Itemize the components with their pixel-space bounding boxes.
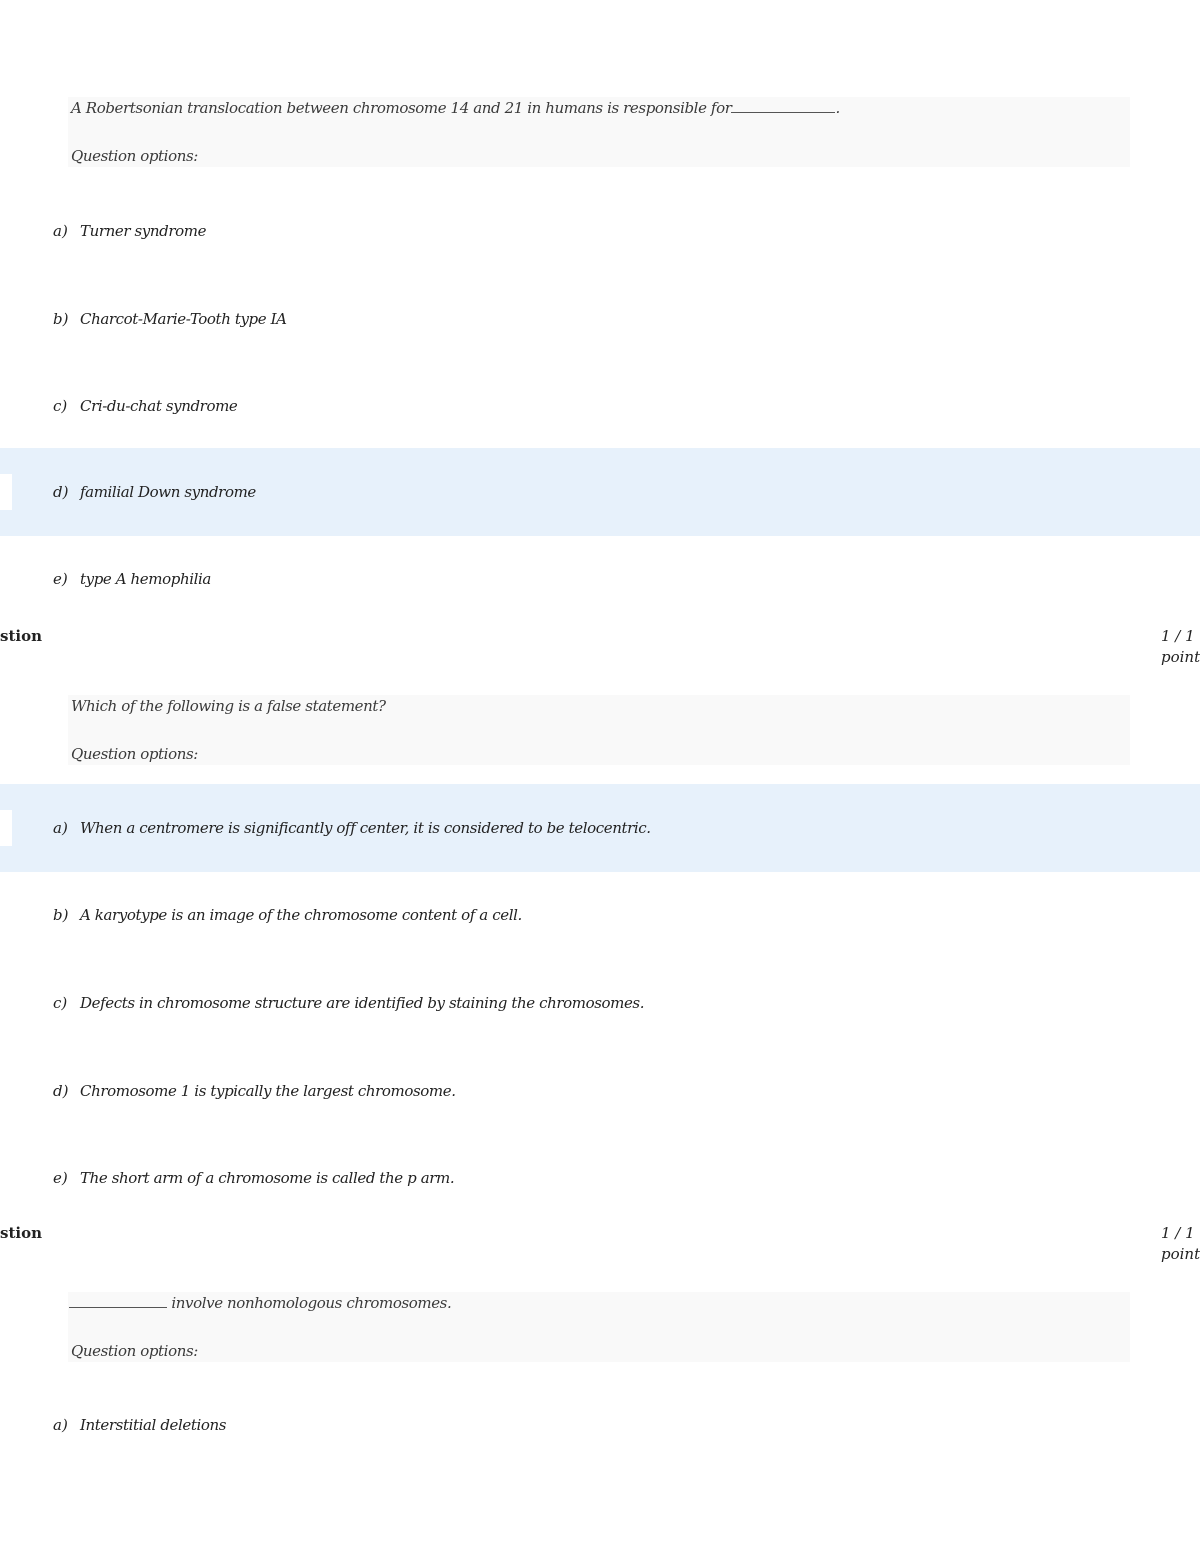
option-text: Interstitial deletions bbox=[80, 1416, 227, 1434]
answer-blank bbox=[731, 111, 835, 113]
option-text: Chromosome 1 is typically the largest chromosome. bbox=[80, 1082, 456, 1100]
option-a-selected[interactable]: a) When a centromere is significantly off center, it is considered to be telocentric. bbox=[0, 784, 1200, 872]
question-1-box bbox=[68, 97, 1130, 167]
question-options-label: Question options: bbox=[71, 1342, 198, 1360]
question-3-points: 1 / 1 point bbox=[1161, 1224, 1200, 1263]
question-2-header: stion bbox=[0, 627, 42, 645]
question-2-text: Which of the following is a false statement? bbox=[71, 697, 386, 715]
question-2-box bbox=[68, 695, 1130, 765]
option-a[interactable]: a) Interstitial deletions bbox=[53, 1416, 227, 1434]
option-text: A karyotype is an image of the chromosome content of a cell. bbox=[80, 906, 522, 924]
option-text: Charcot-Marie-Tooth type IA bbox=[80, 310, 287, 328]
question-options-label: Question options: bbox=[71, 745, 198, 763]
answer-blank bbox=[69, 1306, 167, 1308]
option-text: Defects in chromosome structure are identified by staining the chromosomes. bbox=[80, 994, 645, 1012]
option-c[interactable]: c) Defects in chromosome structure are identified by staining the chromosomes. bbox=[53, 994, 645, 1012]
option-b[interactable]: b) Charcot-Marie-Tooth type IA bbox=[53, 310, 287, 328]
option-e[interactable]: e) The short arm of a chromosome is called the p arm. bbox=[53, 1169, 455, 1187]
question-3-header: stion bbox=[0, 1224, 42, 1242]
question-3-box bbox=[68, 1292, 1130, 1362]
option-text: Cri-du-chat syndrome bbox=[80, 397, 238, 415]
option-text: Turner syndrome bbox=[80, 222, 207, 240]
question-options-label: Question options: bbox=[71, 147, 198, 165]
question-2-points: 1 / 1 point bbox=[1161, 627, 1200, 666]
selection-marker bbox=[0, 810, 12, 846]
option-e[interactable]: e) type A hemophilia bbox=[53, 570, 211, 588]
question-3-text: involve nonhomologous chromosomes. bbox=[69, 1294, 451, 1312]
option-c[interactable]: c) Cri-du-chat syndrome bbox=[53, 397, 238, 415]
option-a[interactable]: a) Turner syndrome bbox=[53, 222, 207, 240]
option-text: When a centromere is significantly off center, it is considered to be telocentric. bbox=[80, 819, 651, 837]
question-1-text: A Robertsonian translocation between chromosome 14 and 21 in humans is responsible for . bbox=[71, 99, 840, 117]
option-b[interactable]: b) A karyotype is an image of the chromosome content of a cell. bbox=[53, 906, 522, 924]
option-text: type A hemophilia bbox=[80, 570, 211, 588]
selection-marker bbox=[0, 474, 12, 510]
option-d[interactable]: d) Chromosome 1 is typically the largest chromosome. bbox=[53, 1082, 456, 1100]
option-d-selected[interactable]: d) familial Down syndrome bbox=[0, 448, 1200, 536]
option-text: familial Down syndrome bbox=[80, 483, 256, 501]
option-text: The short arm of a chromosome is called the p arm. bbox=[80, 1169, 455, 1187]
